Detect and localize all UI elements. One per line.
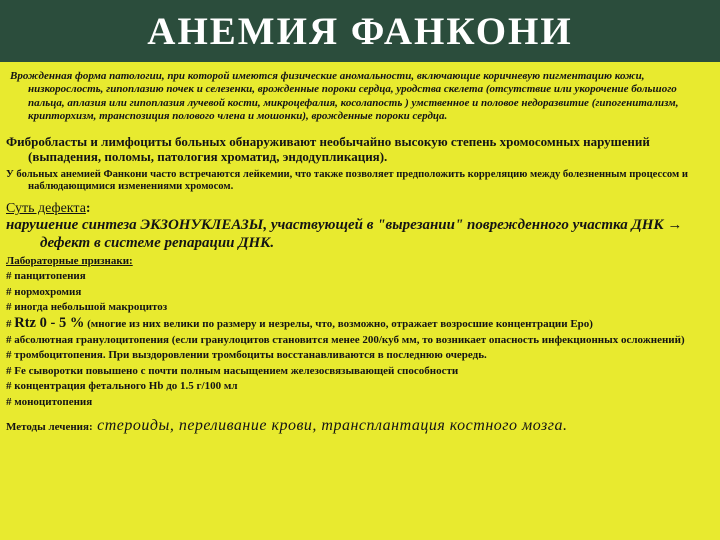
defect-essence-colon: : [85,201,91,217]
lab-item-serum-iron: # Fe сыворотки повышено с почти полным насыщением железосвязывающей способности [6,364,459,377]
title-bar [0,0,720,62]
lab-item-monocytopenia: # моноцитопения [6,395,93,408]
lab-item-normochromia: # нормохромия [6,285,82,298]
lab-item-macrocytosis: # иногда небольшой макроцитоз [6,301,168,314]
lab-item-pancytopenia: # панцитопения [6,270,86,283]
treatment-methods [6,416,714,437]
rtz-value: Rtz 0 - 5 % [14,315,85,331]
intro-paragraph: Врожденная форма патологии, при которой имеются физические аномальности, включающие коричневую пигментацию кожи, низкорослость, гипоплазию почек и селезенки, врожденные пороки сердца, уродства скелета (отсутствие или укорочение большого пальца, аплазия или гипоплазия лучевой кости, микроцефалия, косолапость ) умственное и половое недоразвитие (гипогенитализм, крипторхизм, транспозиция полового члена и мошонки), врожденные пороки сердца. [10,70,679,123]
fibroblasts-paragraph: Фибробласты и лимфоциты больных обнаруживают необычайно высокую степень хромосомных нарушений (выпадения, поломы, патология хроматид, эндодупликация). [6,133,650,165]
rtz-note: (многие из них велики по размеру и незрелы, что, возможно, отражает возросшие концентрации Epo) [84,318,593,330]
slide-title: АНЕМИЯ ФАНКОНИ [147,9,573,53]
defect-essence-heading [6,200,714,217]
lab-item-granulocytopenia: # абсолютная гранулоцитопения (если гранулоцитов становится менее 200/куб мм, то возникает опасность инфекционных осложнений) [6,333,685,346]
lab-item-thrombocytopenia: # тромбоцитопения. При выздоровлении тромбоциты восстанавливаются в последнюю очередь. [6,349,487,362]
lab-signs-heading: Лабораторные признаки: [6,255,133,268]
rtz-prefix: # [6,318,15,330]
defect-description: нарушение синтеза ЭКЗОНУКЛЕАЗЫ, участвующей в "вырезании" поврежденного участка ДНК → дефект в системе репарации ДНК. [6,217,683,251]
treatment-methods-label: Методы лечения: [6,420,93,433]
lab-item-reticulocytes [6,316,714,333]
lab-item-fetal-hb: # концентрация фетального Hb до 1.5 г/100 мл [6,380,238,393]
defect-essence-label: Суть дефекта [6,201,86,217]
fanconi-patients-paragraph: У больных анемией Фанкони часто встречаются лейкемии, что также позволяет предположить корреляцию между болезненным процессом и наблюдающимися изменениями хромосом. [6,168,688,193]
slide-content [6,70,714,437]
treatment-methods-text: стероиды, переливание крови, трансплантация костного мозга. [92,416,568,434]
